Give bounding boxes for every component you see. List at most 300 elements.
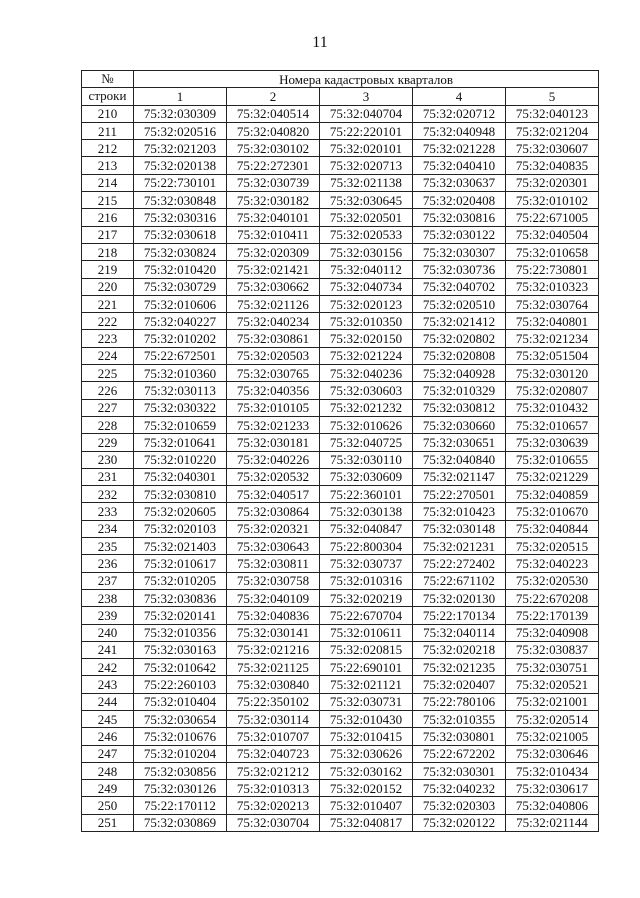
table-row	[82, 226, 599, 243]
cadastral-number-cell: 75:32:010617	[134, 555, 227, 572]
cadastral-number-cell: 75:32:021233	[227, 416, 320, 433]
cadastral-number-cell: 75:32:030801	[413, 728, 506, 745]
cadastral-number-cell: 75:32:010658	[506, 243, 599, 260]
cadastral-number-cell: 75:32:020515	[506, 538, 599, 555]
cadastral-number-cell: 75:32:020530	[506, 572, 599, 589]
cadastral-number-cell: 75:32:021121	[320, 676, 413, 693]
row-number-cell: 217	[82, 226, 134, 243]
row-number-cell: 235	[82, 538, 134, 555]
table-row	[82, 503, 599, 520]
cadastral-number-cell: 75:32:020141	[134, 607, 227, 624]
table-row	[82, 555, 599, 572]
row-number-cell: 210	[82, 105, 134, 122]
table-row	[82, 468, 599, 485]
cadastral-number-cell: 75:32:021144	[506, 814, 599, 831]
cadastral-number-cell: 75:32:040734	[320, 278, 413, 295]
cadastral-number-cell: 75:32:040820	[227, 122, 320, 139]
table-row	[82, 520, 599, 537]
column-number-1: 1	[134, 88, 227, 105]
cadastral-number-cell: 75:32:020503	[227, 347, 320, 364]
cadastral-number-cell: 75:32:021231	[413, 538, 506, 555]
row-number-cell: 223	[82, 330, 134, 347]
cadastral-number-cell: 75:32:040725	[320, 434, 413, 451]
row-number-cell: 230	[82, 451, 134, 468]
cadastral-number-cell: 75:32:030609	[320, 468, 413, 485]
cadastral-quarters-table	[81, 70, 599, 832]
row-number-cell: 242	[82, 659, 134, 676]
cadastral-number-cell: 75:32:030607	[506, 140, 599, 157]
cadastral-number-cell: 75:22:671102	[413, 572, 506, 589]
cadastral-number-cell: 75:32:030156	[320, 243, 413, 260]
cadastral-number-cell: 75:32:020321	[227, 520, 320, 537]
cadastral-number-cell: 75:32:030163	[134, 641, 227, 658]
table-row	[82, 278, 599, 295]
cadastral-number-cell: 75:22:730801	[506, 261, 599, 278]
table-row	[82, 676, 599, 693]
cadastral-number-cell: 75:32:020533	[320, 226, 413, 243]
cadastral-number-cell: 75:32:010430	[320, 710, 413, 727]
cadastral-number-cell: 75:22:670704	[320, 607, 413, 624]
cadastral-number-cell: 75:32:030301	[413, 762, 506, 779]
cadastral-number-cell: 75:32:040223	[506, 555, 599, 572]
cadastral-number-cell: 75:32:020309	[227, 243, 320, 260]
cadastral-number-cell: 75:32:030729	[134, 278, 227, 295]
cadastral-number-cell: 75:32:010202	[134, 330, 227, 347]
cadastral-number-cell: 75:32:010434	[506, 762, 599, 779]
cadastral-number-cell: 75:32:010313	[227, 780, 320, 797]
cadastral-number-cell: 75:32:030618	[134, 226, 227, 243]
table-row	[82, 728, 599, 745]
cadastral-number-cell: 75:32:030764	[506, 295, 599, 312]
cadastral-number-cell: 75:22:780106	[413, 693, 506, 710]
cadastral-number-cell: 75:32:020514	[506, 710, 599, 727]
cadastral-number-cell: 75:32:030765	[227, 365, 320, 382]
cadastral-number-cell: 75:32:030751	[506, 659, 599, 676]
cadastral-number-cell: 75:32:030110	[320, 451, 413, 468]
cadastral-number-cell: 75:32:021403	[134, 538, 227, 555]
cadastral-number-cell: 75:32:020303	[413, 797, 506, 814]
row-number-header-top: №	[82, 71, 134, 88]
cadastral-number-cell: 75:32:030811	[227, 555, 320, 572]
cadastral-number-cell: 75:32:040410	[413, 157, 506, 174]
cadastral-number-cell: 75:32:010350	[320, 313, 413, 330]
cadastral-number-cell: 75:32:020123	[320, 295, 413, 312]
table-row	[82, 313, 599, 330]
cadastral-number-cell: 75:32:010411	[227, 226, 320, 243]
cadastral-number-cell: 75:32:010356	[134, 624, 227, 641]
cadastral-number-cell: 75:32:020605	[134, 503, 227, 520]
table-row	[82, 745, 599, 762]
table-row	[82, 382, 599, 399]
cadastral-number-cell: 75:32:020407	[413, 676, 506, 693]
cadastral-number-cell: 75:32:030162	[320, 762, 413, 779]
cadastral-number-cell: 75:22:800304	[320, 538, 413, 555]
table-row	[82, 174, 599, 191]
cadastral-number-cell: 75:32:020510	[413, 295, 506, 312]
cadastral-number-cell: 75:32:040232	[413, 780, 506, 797]
cadastral-number-cell: 75:32:040101	[227, 209, 320, 226]
cadastral-number-cell: 75:32:010404	[134, 693, 227, 710]
cadastral-number-cell: 75:32:040723	[227, 745, 320, 762]
row-number-cell: 213	[82, 157, 134, 174]
cadastral-number-cell: 75:22:260103	[134, 676, 227, 693]
table-row	[82, 693, 599, 710]
cadastral-number-cell: 75:32:040236	[320, 365, 413, 382]
table-row	[82, 243, 599, 260]
table-row	[82, 365, 599, 382]
table-row	[82, 659, 599, 676]
table-row	[82, 780, 599, 797]
cadastral-number-cell: 75:32:040836	[227, 607, 320, 624]
column-number-2: 2	[227, 88, 320, 105]
cadastral-number-cell: 75:32:020103	[134, 520, 227, 537]
cadastral-number-cell: 75:32:030816	[413, 209, 506, 226]
cadastral-number-cell: 75:32:030848	[134, 192, 227, 209]
cadastral-number-cell: 75:32:010657	[506, 416, 599, 433]
cadastral-number-cell: 75:32:030856	[134, 762, 227, 779]
cadastral-number-cell: 75:32:030316	[134, 209, 227, 226]
cadastral-number-cell: 75:32:030141	[227, 624, 320, 641]
table-row	[82, 192, 599, 209]
table-row	[82, 486, 599, 503]
cadastral-number-cell: 75:32:030651	[413, 434, 506, 451]
cadastral-number-cell: 75:32:020807	[506, 382, 599, 399]
cadastral-number-cell: 75:32:030836	[134, 589, 227, 606]
cadastral-number-cell: 75:32:030646	[506, 745, 599, 762]
cadastral-number-cell: 75:32:030639	[506, 434, 599, 451]
cadastral-number-cell: 75:32:040840	[413, 451, 506, 468]
cadastral-number-cell: 75:32:030182	[227, 192, 320, 209]
cadastral-number-cell: 75:32:010432	[506, 399, 599, 416]
row-number-cell: 237	[82, 572, 134, 589]
cadastral-number-cell: 75:32:030120	[506, 365, 599, 382]
row-number-cell: 243	[82, 676, 134, 693]
cadastral-number-cell: 75:32:030181	[227, 434, 320, 451]
cadastral-number-cell: 75:32:030307	[413, 243, 506, 260]
row-number-cell: 228	[82, 416, 134, 433]
cadastral-number-cell: 75:22:671005	[506, 209, 599, 226]
cadastral-number-cell: 75:32:020532	[227, 468, 320, 485]
table-row	[82, 589, 599, 606]
table-row	[82, 797, 599, 814]
cadastral-number-cell: 75:32:040801	[506, 313, 599, 330]
cadastral-number-cell: 75:32:030309	[134, 105, 227, 122]
cadastral-number-cell: 75:32:021212	[227, 762, 320, 779]
cadastral-number-cell: 75:32:010606	[134, 295, 227, 312]
table-row	[82, 399, 599, 416]
cadastral-number-cell: 75:32:020213	[227, 797, 320, 814]
cadastral-number-cell: 75:32:010204	[134, 745, 227, 762]
cadastral-number-cell: 75:32:030114	[227, 710, 320, 727]
table-row	[82, 607, 599, 624]
cadastral-number-cell: 75:32:040123	[506, 105, 599, 122]
table-row	[82, 710, 599, 727]
cadastral-number-cell: 75:32:040702	[413, 278, 506, 295]
row-number-cell: 236	[82, 555, 134, 572]
cadastral-number-cell: 75:32:020301	[506, 174, 599, 191]
cadastral-number-cell: 75:32:040806	[506, 797, 599, 814]
cadastral-number-cell: 75:32:040928	[413, 365, 506, 382]
table-header	[82, 71, 599, 106]
cadastral-number-cell: 75:32:040356	[227, 382, 320, 399]
cadastral-number-cell: 75:32:040114	[413, 624, 506, 641]
cadastral-number-cell: 75:32:030861	[227, 330, 320, 347]
cadastral-number-cell: 75:32:030824	[134, 243, 227, 260]
row-number-cell: 244	[82, 693, 134, 710]
cadastral-number-cell: 75:22:272402	[413, 555, 506, 572]
cadastral-number-cell: 75:32:040504	[506, 226, 599, 243]
cadastral-number-cell: 75:32:020802	[413, 330, 506, 347]
cadastral-number-cell: 75:32:010659	[134, 416, 227, 433]
table-row	[82, 572, 599, 589]
cadastral-number-cell: 75:32:030322	[134, 399, 227, 416]
table-row	[82, 261, 599, 278]
cadastral-number-cell: 75:32:020138	[134, 157, 227, 174]
cadastral-number-cell: 75:32:021203	[134, 140, 227, 157]
row-number-cell: 251	[82, 814, 134, 831]
cadastral-number-cell: 75:32:010611	[320, 624, 413, 641]
row-number-cell: 245	[82, 710, 134, 727]
row-number-cell: 226	[82, 382, 134, 399]
cadastral-number-cell: 75:22:672202	[413, 745, 506, 762]
cadastral-number-cell: 75:32:021421	[227, 261, 320, 278]
table-row	[82, 538, 599, 555]
table-row	[82, 762, 599, 779]
cadastral-number-cell: 75:32:030810	[134, 486, 227, 503]
cadastral-number-cell: 75:32:021412	[413, 313, 506, 330]
cadastral-number-cell: 75:22:170134	[413, 607, 506, 624]
cadastral-number-cell: 75:32:010407	[320, 797, 413, 814]
cadastral-number-cell: 75:32:010655	[506, 451, 599, 468]
cadastral-number-cell: 75:32:020501	[320, 209, 413, 226]
cadastral-number-cell: 75:22:270501	[413, 486, 506, 503]
cadastral-number-cell: 75:32:020122	[413, 814, 506, 831]
table-row	[82, 209, 599, 226]
cadastral-number-cell: 75:32:030840	[227, 676, 320, 693]
cadastral-number-cell: 75:32:040948	[413, 122, 506, 139]
cadastral-number-cell: 75:22:272301	[227, 157, 320, 174]
cadastral-number-cell: 75:32:030654	[134, 710, 227, 727]
row-number-cell: 214	[82, 174, 134, 191]
table-row	[82, 122, 599, 139]
row-number-cell: 246	[82, 728, 134, 745]
cadastral-number-cell: 75:32:030731	[320, 693, 413, 710]
cadastral-number-cell: 75:32:030637	[413, 174, 506, 191]
cadastral-number-cell: 75:32:020713	[320, 157, 413, 174]
cadastral-number-cell: 75:32:021229	[506, 468, 599, 485]
cadastral-number-cell: 75:32:030122	[413, 226, 506, 243]
row-number-cell: 221	[82, 295, 134, 312]
row-number-cell: 225	[82, 365, 134, 382]
cadastral-number-cell: 75:32:020218	[413, 641, 506, 658]
column-number-5: 5	[506, 88, 599, 105]
cadastral-number-cell: 75:22:360101	[320, 486, 413, 503]
row-number-cell: 218	[82, 243, 134, 260]
cadastral-number-cell: 75:32:020150	[320, 330, 413, 347]
row-number-cell: 222	[82, 313, 134, 330]
cadastral-number-cell: 75:32:010105	[227, 399, 320, 416]
cadastral-number-cell: 75:32:040835	[506, 157, 599, 174]
row-number-header-bottom: строки	[82, 88, 134, 105]
cadastral-number-cell: 75:32:010220	[134, 451, 227, 468]
row-number-cell: 211	[82, 122, 134, 139]
cadastral-number-cell: 75:32:020101	[320, 140, 413, 157]
cadastral-number-cell: 75:32:021235	[413, 659, 506, 676]
row-number-cell: 240	[82, 624, 134, 641]
cadastral-number-cell: 75:32:040908	[506, 624, 599, 641]
cadastral-number-cell: 75:32:030102	[227, 140, 320, 157]
cadastral-number-cell: 75:22:170112	[134, 797, 227, 814]
cadastral-number-cell: 75:32:010355	[413, 710, 506, 727]
cadastral-number-cell: 75:32:021216	[227, 641, 320, 658]
table-row	[82, 434, 599, 451]
cadastral-number-cell: 75:32:040847	[320, 520, 413, 537]
cadastral-number-cell: 75:32:021138	[320, 174, 413, 191]
cadastral-numbers-header: Номера кадастровых кварталов	[134, 71, 599, 88]
row-number-cell: 249	[82, 780, 134, 797]
table-row	[82, 624, 599, 641]
row-number-cell: 247	[82, 745, 134, 762]
cadastral-number-cell: 75:32:030126	[134, 780, 227, 797]
cadastral-number-cell: 75:32:010329	[413, 382, 506, 399]
cadastral-number-cell: 75:22:220101	[320, 122, 413, 139]
cadastral-number-cell: 75:32:030626	[320, 745, 413, 762]
table-row	[82, 416, 599, 433]
cadastral-number-cell: 75:32:020808	[413, 347, 506, 364]
table-body	[82, 105, 599, 831]
cadastral-number-cell: 75:32:021228	[413, 140, 506, 157]
cadastral-number-cell: 75:32:020516	[134, 122, 227, 139]
cadastral-number-cell: 75:32:020152	[320, 780, 413, 797]
row-number-cell: 233	[82, 503, 134, 520]
row-number-cell: 212	[82, 140, 134, 157]
cadastral-number-cell: 75:32:021147	[413, 468, 506, 485]
cadastral-number-cell: 75:32:020521	[506, 676, 599, 693]
table-row	[82, 330, 599, 347]
cadastral-number-cell: 75:32:030837	[506, 641, 599, 658]
cadastral-number-cell: 75:32:021126	[227, 295, 320, 312]
cadastral-number-cell: 75:32:030617	[506, 780, 599, 797]
cadastral-number-cell: 75:32:030603	[320, 382, 413, 399]
table-row	[82, 295, 599, 312]
cadastral-number-cell: 75:22:350102	[227, 693, 320, 710]
table-row	[82, 157, 599, 174]
row-number-cell: 220	[82, 278, 134, 295]
cadastral-number-cell: 75:32:051504	[506, 347, 599, 364]
cadastral-number-cell: 75:32:040817	[320, 814, 413, 831]
header-row-2	[82, 88, 599, 105]
cadastral-number-cell: 75:32:010676	[134, 728, 227, 745]
cadastral-number-cell: 75:32:010626	[320, 416, 413, 433]
table-row	[82, 641, 599, 658]
cadastral-number-cell: 75:32:030660	[413, 416, 506, 433]
row-number-cell: 241	[82, 641, 134, 658]
row-number-cell: 231	[82, 468, 134, 485]
cadastral-number-cell: 75:32:030643	[227, 538, 320, 555]
cadastral-number-cell: 75:22:690101	[320, 659, 413, 676]
cadastral-number-cell: 75:32:030758	[227, 572, 320, 589]
cadastral-number-cell: 75:32:030662	[227, 278, 320, 295]
cadastral-number-cell: 75:32:040514	[227, 105, 320, 122]
cadastral-number-cell: 75:32:021125	[227, 659, 320, 676]
cadastral-number-cell: 75:32:021224	[320, 347, 413, 364]
cadastral-number-cell: 75:32:030148	[413, 520, 506, 537]
cadastral-number-cell: 75:32:040112	[320, 261, 413, 278]
row-number-cell: 250	[82, 797, 134, 814]
cadastral-number-cell: 75:32:010420	[134, 261, 227, 278]
cadastral-number-cell: 75:32:030113	[134, 382, 227, 399]
row-number-cell: 232	[82, 486, 134, 503]
cadastral-number-cell: 75:32:040227	[134, 313, 227, 330]
row-number-cell: 238	[82, 589, 134, 606]
cadastral-number-cell: 75:32:040704	[320, 105, 413, 122]
cadastral-number-cell: 75:32:030645	[320, 192, 413, 209]
table-row	[82, 451, 599, 468]
cadastral-number-cell: 75:32:010670	[506, 503, 599, 520]
cadastral-number-cell: 75:32:040301	[134, 468, 227, 485]
cadastral-number-cell: 75:32:010323	[506, 278, 599, 295]
row-number-cell: 216	[82, 209, 134, 226]
cadastral-number-cell: 75:32:030864	[227, 503, 320, 520]
row-number-cell: 227	[82, 399, 134, 416]
cadastral-number-cell: 75:22:672501	[134, 347, 227, 364]
cadastral-number-cell: 75:32:030704	[227, 814, 320, 831]
header-row-1	[82, 71, 599, 88]
cadastral-number-cell: 75:32:021005	[506, 728, 599, 745]
cadastral-number-cell: 75:32:010707	[227, 728, 320, 745]
cadastral-number-cell: 75:32:020712	[413, 105, 506, 122]
row-number-cell: 215	[82, 192, 134, 209]
cadastral-number-cell: 75:32:010641	[134, 434, 227, 451]
cadastral-number-cell: 75:32:010415	[320, 728, 413, 745]
cadastral-number-cell: 75:22:670208	[506, 589, 599, 606]
table-row	[82, 347, 599, 364]
cadastral-number-cell: 75:32:030739	[227, 174, 320, 191]
cadastral-number-cell: 75:32:010205	[134, 572, 227, 589]
row-number-cell: 219	[82, 261, 134, 278]
cadastral-number-cell: 75:32:021204	[506, 122, 599, 139]
cadastral-number-cell: 75:32:020219	[320, 589, 413, 606]
cadastral-number-cell: 75:32:010423	[413, 503, 506, 520]
cadastral-number-cell: 75:32:030869	[134, 814, 227, 831]
cadastral-number-cell: 75:32:030737	[320, 555, 413, 572]
cadastral-number-cell: 75:22:730101	[134, 174, 227, 191]
cadastral-number-cell: 75:32:021234	[506, 330, 599, 347]
cadastral-number-cell: 75:32:040844	[506, 520, 599, 537]
cadastral-number-cell: 75:32:021001	[506, 693, 599, 710]
cadastral-number-cell: 75:32:010642	[134, 659, 227, 676]
cadastral-number-cell: 75:32:040859	[506, 486, 599, 503]
cadastral-number-cell: 75:32:020408	[413, 192, 506, 209]
cadastral-number-cell: 75:32:010360	[134, 365, 227, 382]
cadastral-number-cell: 75:32:030812	[413, 399, 506, 416]
row-number-cell: 234	[82, 520, 134, 537]
page-number: 11	[312, 34, 328, 51]
cadastral-number-cell: 75:32:021232	[320, 399, 413, 416]
column-number-4: 4	[413, 88, 506, 105]
row-number-cell: 239	[82, 607, 134, 624]
cadastral-number-cell: 75:32:030736	[413, 261, 506, 278]
cadastral-number-cell: 75:32:020130	[413, 589, 506, 606]
cadastral-number-cell: 75:32:020815	[320, 641, 413, 658]
cadastral-number-cell: 75:32:030138	[320, 503, 413, 520]
row-number-cell: 248	[82, 762, 134, 779]
cadastral-number-cell: 75:32:040226	[227, 451, 320, 468]
cadastral-number-cell: 75:32:010316	[320, 572, 413, 589]
table-row	[82, 140, 599, 157]
row-number-cell: 229	[82, 434, 134, 451]
cadastral-number-cell: 75:32:010102	[506, 192, 599, 209]
